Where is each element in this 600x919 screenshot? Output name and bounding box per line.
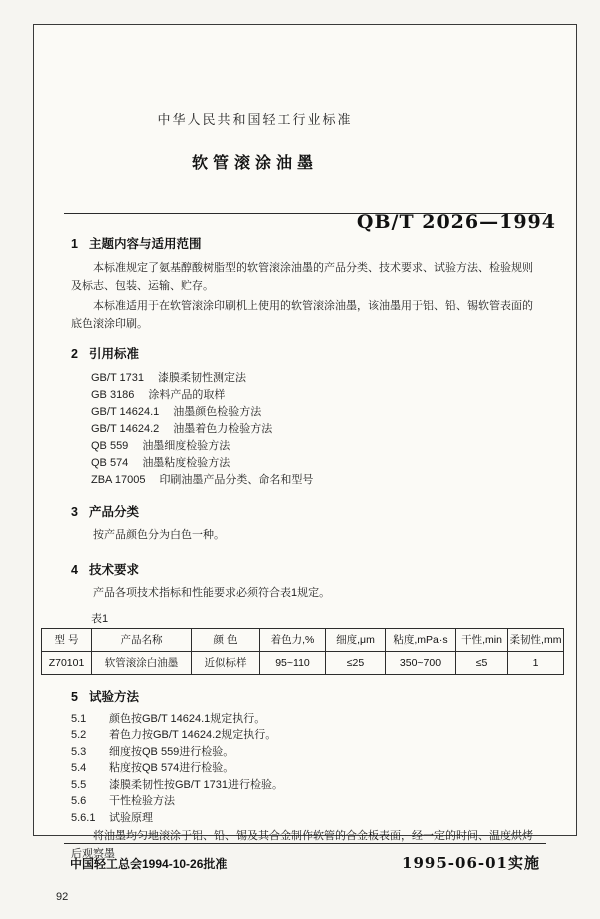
clause-text: 细度按QB 559进行检验。: [109, 745, 235, 758]
section-references-heading: [71, 344, 539, 362]
reference-name: 油墨粘度检验方法: [142, 457, 231, 470]
reference-item: [91, 455, 539, 472]
page-border-frame: [33, 24, 577, 903]
reference-item: [91, 387, 539, 404]
table-cell-fineness: ≤25: [326, 651, 386, 674]
reference-code: QB 559: [91, 440, 129, 453]
clause-number: 5.1: [71, 712, 87, 725]
clause-number: 5.5: [71, 778, 87, 791]
section-references: [71, 344, 539, 489]
spec-table: [41, 628, 564, 675]
standard-number: QB/T 2026—1994: [356, 211, 556, 233]
table-header-row: [42, 628, 564, 651]
test-method-item: [71, 760, 539, 777]
test-method-item: [71, 777, 539, 794]
section-test-methods-heading: [71, 687, 539, 705]
table-header-cell: 型 号: [42, 628, 92, 651]
reference-code: ZBA 17005: [91, 474, 146, 487]
standard-org-line: 中华人民共和国轻工行业标准: [157, 112, 353, 127]
table-cell-viscosity: 350~700: [386, 651, 456, 674]
reference-code: GB/T 14624.1: [91, 406, 160, 419]
footer-row: [64, 852, 546, 873]
section-number: 4: [71, 562, 78, 577]
table-cell-dryness: ≤5: [456, 651, 508, 674]
reference-code: GB/T 14624.2: [91, 423, 160, 436]
reference-item: [91, 472, 539, 489]
table-header-cell: 细度,μm: [326, 628, 386, 651]
section-number: 3: [71, 505, 78, 520]
clause-text: 试验原理: [109, 811, 153, 824]
reference-name: 油墨细度检验方法: [142, 440, 231, 453]
reference-name: 油墨着色力检验方法: [173, 423, 273, 436]
table-header-cell: 颜 色: [192, 628, 260, 651]
clause-number: 5.6: [71, 795, 87, 808]
test-method-item: [71, 727, 539, 744]
clause-text: 颜色按GB/T 14624.1规定执行。: [109, 712, 266, 725]
section-number: 2: [71, 347, 78, 362]
reference-list: [91, 370, 539, 489]
test-method-item: [71, 711, 539, 728]
section-title: 试验方法: [88, 689, 139, 704]
table-caption: 表1: [91, 612, 109, 625]
document-header: [71, 109, 556, 233]
clause-text: 着色力按GB/T 14624.2规定执行。: [109, 729, 277, 742]
section-title: 主题内容与适用范围: [88, 237, 202, 251]
clause-number: 5.3: [71, 745, 87, 758]
table-cell-color: 近似标样: [192, 651, 260, 674]
scope-paragraph-1: 本标准规定了氨基醇酸树脂型的软管滚涂油墨的产品分类、技术要求、试验方法、检验规则及标志、包装、运输、贮存。: [71, 262, 533, 292]
scope-paragraph-2: 本标准适用于在软管滚涂印刷机上使用的软管滚涂油墨，该油墨用于铝、铅、锡软管表面的底色滚涂印刷。: [71, 300, 533, 330]
test-method-item: [71, 744, 539, 761]
reference-name: 涂料产品的取样: [148, 389, 226, 402]
implementation-date: 1995-06-01实施: [402, 854, 540, 872]
table-cell-flexibility: 1: [508, 651, 564, 674]
reference-item: [91, 438, 539, 455]
approval-text: 中国轻工总会1994-10-26批准: [70, 857, 228, 871]
section-scope-heading: [71, 234, 539, 252]
clause-text: 干性检验方法: [109, 795, 175, 808]
clause-text: 粘度按QB 574进行检验。: [109, 762, 235, 775]
reference-code: GB 3186: [91, 389, 135, 402]
section-requirements: [48, 560, 562, 675]
section-title: 引用标准: [88, 347, 139, 362]
section-classification-heading: [71, 502, 539, 520]
test-method-list: [71, 711, 539, 827]
table-header-cell: 柔韧性,mm: [508, 628, 564, 651]
table-header-cell: 产品名称: [92, 628, 192, 651]
document-content: [34, 109, 576, 919]
reference-code: GB/T 1731: [91, 372, 144, 385]
reference-code: QB 574: [91, 457, 129, 470]
clause-number: 5.2: [71, 729, 87, 742]
requirements-paragraph: 产品各项技术指标和性能要求必须符合表1规定。: [93, 586, 331, 599]
section-title: 技术要求: [88, 562, 139, 577]
section-scope: [71, 234, 539, 333]
reference-item: [91, 404, 539, 421]
table-header-cell: 粘度,mPa·s: [386, 628, 456, 651]
section-number: 1: [71, 237, 78, 251]
clause-number: 5.4: [71, 762, 87, 775]
test-method-item: [71, 810, 539, 827]
document-title: 软管滚涂油墨: [191, 155, 318, 172]
section-test-methods: [71, 687, 539, 864]
table-header-cell: 着色力,%: [260, 628, 326, 651]
reference-item: [91, 370, 539, 387]
table-cell-product-name: 软管滚涂白油墨: [92, 651, 192, 674]
reference-item: [91, 421, 539, 438]
clause-number: 5.6.1: [71, 811, 96, 824]
section-number: 5: [71, 689, 78, 704]
test-principle-paragraph: 将油墨均匀地滚涂于铝、铅、锡及其合金制作软管的合金板表面，经一定的时间、温度烘烤后观察墨: [71, 830, 533, 860]
section-title: 产品分类: [88, 505, 139, 520]
section-requirements-heading: [71, 560, 539, 578]
reference-name: 漆膜柔韧性测定法: [158, 372, 246, 385]
clause-text: 漆膜柔韧性按GB/T 1731进行检验。: [109, 778, 283, 791]
classification-paragraph: 按产品颜色分为白色一种。: [93, 529, 225, 542]
document-footer: [64, 843, 546, 873]
section-classification: [71, 502, 539, 545]
reference-name: 油墨颜色检验方法: [173, 406, 262, 419]
footer-divider: [64, 843, 546, 844]
page-number: 92: [56, 891, 69, 903]
table-header-cell: 干性,min: [456, 628, 508, 651]
table-row: [42, 651, 564, 674]
reference-name: 印刷油墨产品分类、命名和型号: [159, 474, 314, 487]
table-cell-tinting: 95~110: [260, 651, 326, 674]
test-method-item: [71, 793, 539, 810]
table-cell-model: Z70101: [42, 651, 92, 674]
